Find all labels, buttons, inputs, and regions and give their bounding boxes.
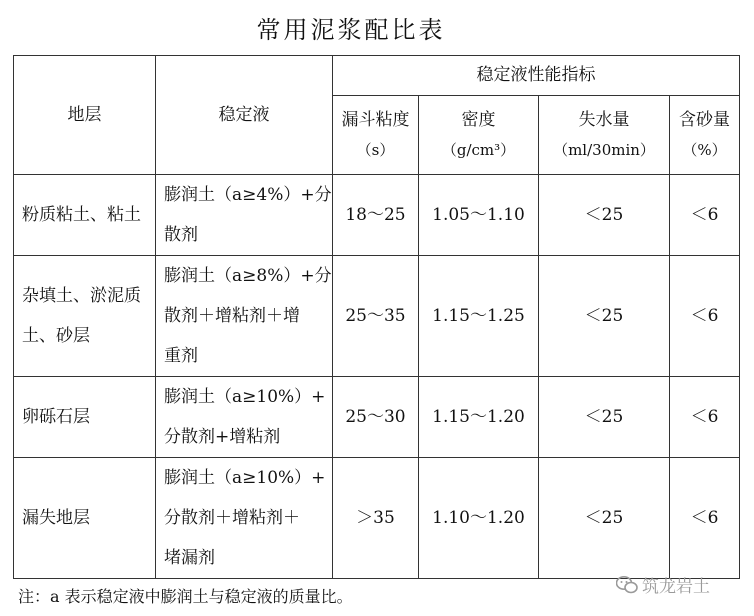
- row-stabilizer: [156, 377, 333, 458]
- header-layer: 地层: [14, 56, 156, 175]
- row-viscosity: 25～30: [333, 377, 419, 458]
- header-water-loss: [539, 96, 670, 175]
- row-layer: [14, 256, 156, 377]
- row-layer: [14, 458, 156, 579]
- table-row: [14, 458, 740, 579]
- row-stabilizer-line: 堵漏剂: [164, 548, 215, 568]
- row-density: 1.15～1.25: [419, 256, 539, 377]
- row-stabilizer-line: 分散剂+增粘剂: [164, 427, 281, 447]
- row-stabilizer-line: 膨润土（a≥4%）+分: [164, 185, 332, 205]
- row-stabilizer-line: 膨润土（a≥10%）+: [164, 387, 326, 407]
- header-sand-unit: （%）: [682, 141, 727, 159]
- wechat-icon: [616, 575, 638, 595]
- row-sand: ＜6: [670, 377, 740, 458]
- row-layer-line: 杂填土、淤泥质: [22, 286, 141, 306]
- footnote: 注：a 表示稳定液中膨润土与稳定液的质量比。: [18, 587, 353, 606]
- row-viscosity: ＞35: [333, 458, 419, 579]
- header-performance-group: 稳定液性能指标: [333, 56, 740, 96]
- header-sand-label: 含砂量: [679, 110, 730, 130]
- row-water-loss: ＜25: [539, 458, 670, 579]
- header-viscosity-unit: （s）: [356, 141, 395, 159]
- row-viscosity: 18～25: [333, 175, 419, 256]
- row-density: 1.05～1.10: [419, 175, 539, 256]
- header-stabilizer: 稳定液: [156, 56, 333, 175]
- row-sand: ＜6: [670, 256, 740, 377]
- row-viscosity: 25～35: [333, 256, 419, 377]
- row-layer-line: 土、砂层: [22, 326, 90, 346]
- header-water-loss-label: 失水量: [578, 110, 630, 130]
- row-stabilizer-line: 分散剂＋增粘剂＋: [164, 508, 300, 528]
- row-sand: ＜6: [670, 175, 740, 256]
- row-stabilizer-line: 膨润土（a≥10%）+: [164, 468, 326, 488]
- table-row: [14, 377, 740, 458]
- header-sand: [670, 96, 740, 175]
- row-stabilizer-line: 散剂＋增粘剂＋增: [164, 306, 300, 326]
- watermark-text: 筑龙岩土: [642, 577, 710, 597]
- row-layer-line: 漏失地层: [22, 508, 90, 528]
- table-title: 常用泥浆配比表: [256, 16, 446, 44]
- row-stabilizer: [156, 175, 333, 256]
- mud-ratio-table: [13, 55, 740, 579]
- row-layer-line: 卵砾石层: [22, 407, 90, 427]
- row-density: 1.10～1.20: [419, 458, 539, 579]
- watermark: [616, 572, 710, 597]
- header-water-loss-unit: （ml/30min）: [553, 141, 655, 159]
- row-density: 1.15～1.20: [419, 377, 539, 458]
- header-density-label: 密度: [461, 110, 496, 130]
- row-water-loss: ＜25: [539, 256, 670, 377]
- table-row: [14, 175, 740, 256]
- header-density-unit: （g/cm³）: [441, 141, 516, 159]
- header-viscosity: [333, 96, 419, 175]
- row-stabilizer-line: 膨润土（a≥8%）+分: [164, 266, 332, 286]
- row-layer-line: 粉质粘土、粘土: [22, 205, 141, 225]
- row-stabilizer-line: 重剂: [164, 346, 198, 366]
- header-density: [419, 96, 539, 175]
- row-layer: [14, 377, 156, 458]
- header-viscosity-label: 漏斗粘度: [341, 110, 410, 130]
- row-water-loss: ＜25: [539, 377, 670, 458]
- row-sand: ＜6: [670, 458, 740, 579]
- row-stabilizer: [156, 256, 333, 377]
- row-layer: [14, 175, 156, 256]
- row-stabilizer-line: 散剂: [164, 225, 198, 245]
- table-row: [14, 256, 740, 377]
- row-water-loss: ＜25: [539, 175, 670, 256]
- row-stabilizer: [156, 458, 333, 579]
